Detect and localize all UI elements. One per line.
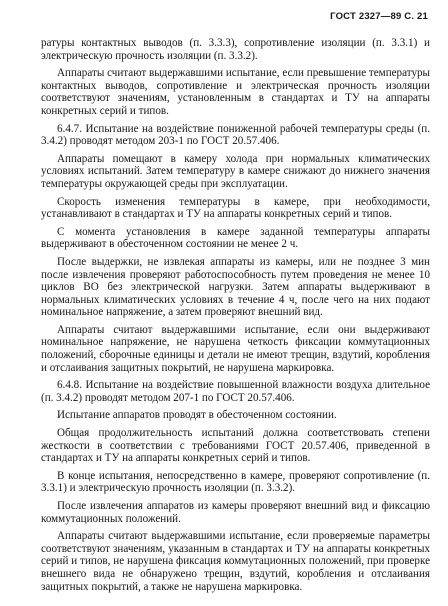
paragraph-hold-time: С момента установления в камере заданной температуры аппараты выдерживают в обесточенном состоянии не менее 2 ч. xyxy=(41,225,430,251)
paragraph-de-energized: Испытание аппаратов проводят в обесточенном состоянии. xyxy=(57,409,337,422)
paragraph-temperature-rate: Скорость изменения температуры в камере, при необходимости, устанавливают в стандартах и ТУ на аппараты конкретных серий и типов. xyxy=(41,195,430,221)
paragraph-after-hold: После выдержки, не извлекая аппараты из камеры, или не позднее 3 мин после извлечения проверяют работоспособность путем проведения не менее 10 циклов ВО без электрической нагрузки. Затем аппараты выдерживают в нормальных климатических условиях в течение 4 ч, после чего на них подают номинальное напряжение, а затем проверяют внешний вид. xyxy=(41,255,430,319)
paragraph-6-4-8: 6.4.8. Испытание на воздействие повышенной влажности воздуха длительное (п. 3.4.2) проводят методом 207-1 по ГОСТ 20.57.406. xyxy=(41,379,430,404)
paragraph-cold-chamber: Аппараты помещают в камеру холода при нормальных климатических условиях испытаний. Затем температуру в камере снижают до нижнего значения температуры окружающей среды при эксплуатации. xyxy=(41,152,430,190)
page-header: ГОСТ 2327—89 С. 21 xyxy=(330,11,428,22)
paragraph-acceptance-criteria-2: Аппараты считают выдержавшими испытание, если они выдерживают номинальное напряжение, не нарушена четкость фиксации коммутационных положений, сборочные единицы и детали не имеют трещин, вздутий, коробления и отслаивания защитных покрытий, не нарушена маркировка. xyxy=(41,323,430,374)
paragraph-continuation: ратуры контактных выводов (п. 3.3.3), сопротивление изоляции (п. 3.3.1) и электрическую прочность изоляции (п. 3.3.2). xyxy=(41,37,430,62)
document-body xyxy=(41,37,430,598)
paragraph-6-4-7: 6.4.7. Испытание на воздействие пониженной рабочей температуры среды (п. 3.4.2) проводят методом 203-1 по ГОСТ 20.57.406. xyxy=(41,122,430,148)
paragraph-acceptance-criteria-1: Аппараты считают выдержавшими испытание, если превышение температуры контактных выводов, сопротивление и электрическая прочность изоляции соответствуют значениям, установленным в стандартах и ТУ на аппараты конкретных серий и типов. xyxy=(41,67,430,117)
paragraph-acceptance-criteria-3: Аппараты считают выдержавшими испытание, если проверяемые параметры соответствуют значениям, указанным в стандартах и ТУ на аппараты конкретных серий и типов, не нарушена фиксация коммутационных положений, при проверке внешнего вида не обнаружено трещин, вздутий, коробления и отслаивания защитных покрытий, а также не нарушена маркировка. xyxy=(41,530,430,593)
paragraph-end-of-test: В конце испытания, непосредственно в камере, проверяют сопротивление (п. 3.3.1) и электрическую прочность изоляции (п. 3.3.2). xyxy=(41,469,430,495)
paragraph-total-duration: Общая продолжительность испытаний должна соответствовать степени жесткости в соответствии с требованиями ГОСТ 20.57.406, приведенной в стандартах и ТУ на аппараты конкретных серий и типов. xyxy=(41,427,430,465)
paragraph-after-removal: После извлечения аппаратов из камеры проверяют внешний вид и фиксацию коммутационных положений. xyxy=(41,500,430,525)
